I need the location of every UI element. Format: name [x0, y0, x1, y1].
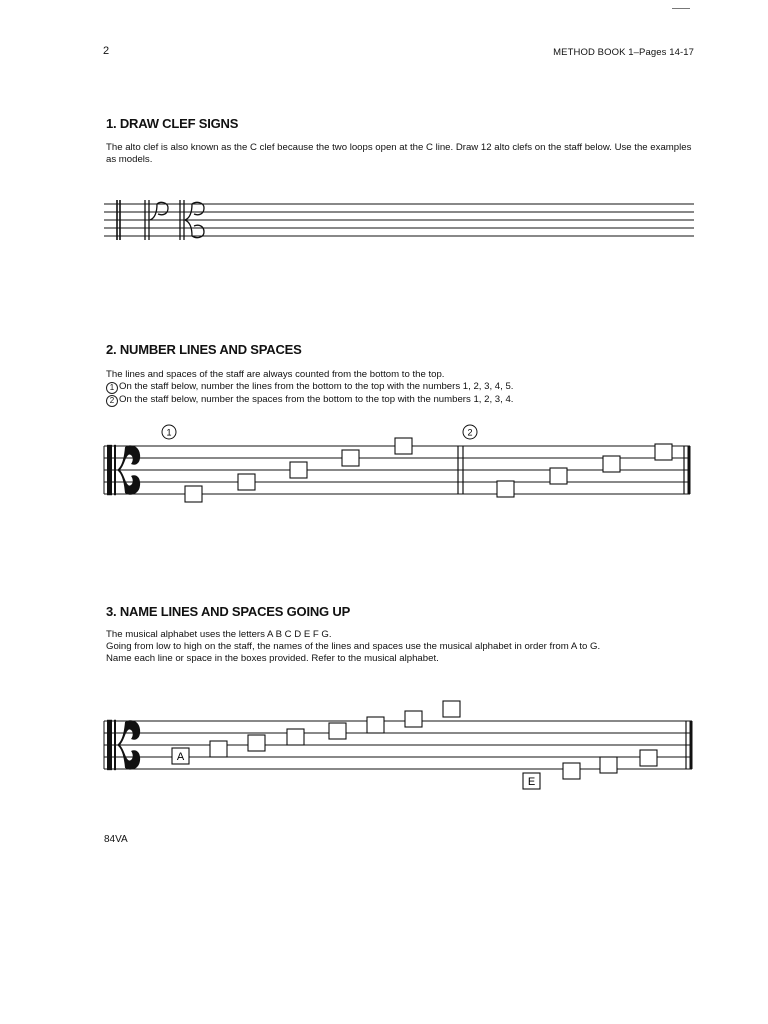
- answer-box[interactable]: [655, 444, 672, 460]
- section-1-title: 1. DRAW CLEF SIGNS: [106, 116, 239, 131]
- answer-box[interactable]: [405, 711, 422, 727]
- footer-code: 84VA: [104, 834, 128, 845]
- answer-box[interactable]: [238, 474, 255, 490]
- staff-marker-2-text: 2: [467, 427, 473, 438]
- answer-box[interactable]: [290, 462, 307, 478]
- section-2-title: 2. NUMBER LINES AND SPACES: [106, 342, 302, 357]
- example-letter-a: A: [176, 751, 185, 763]
- step-1-marker: 1: [106, 382, 118, 394]
- step-2-text: On the staff below, number the spaces from the bottom to the top with the numbers 1, 2, 3, 4.: [119, 394, 514, 405]
- answer-box[interactable]: [603, 456, 620, 472]
- answer-box[interactable]: [367, 717, 384, 733]
- answer-box[interactable]: [342, 450, 359, 466]
- staff-section-1: [104, 200, 694, 240]
- answer-box[interactable]: [248, 735, 265, 751]
- section-3-line-1: The musical alphabet uses the letters A B C D E F G.: [106, 629, 332, 640]
- example-letter-e: E: [527, 776, 536, 788]
- section-1-instructions: The alto clef is also known as the C clef because the two loops open at the C line. Draw 12 alto clefs on the staff below. Use the examples as models.: [106, 142, 692, 165]
- step-1-text: On the staff below, number the lines from the bottom to the top with the numbers 1, 2, 3, 4, 5.: [119, 381, 514, 392]
- staff-1-lines: [104, 204, 694, 236]
- answer-box[interactable]: [210, 741, 227, 757]
- section-2-intro: The lines and spaces of the staff are always counted from the bottom to the top.: [106, 369, 445, 380]
- staff-marker-2: [463, 425, 477, 439]
- running-head: METHOD BOOK 1–Pages 14-17: [553, 47, 694, 58]
- staff-section-3: [104, 701, 692, 789]
- answer-box[interactable]: [395, 438, 412, 454]
- answer-box[interactable]: [443, 701, 460, 717]
- answer-box[interactable]: [640, 750, 657, 766]
- section-3-line-2: Going from low to high on the staff, the names of the lines and spaces use the musical alphabet in order from A to G.: [106, 641, 601, 652]
- section-3-title: 3. NAME LINES AND SPACES GOING UP: [106, 604, 351, 619]
- answer-box[interactable]: [563, 763, 580, 779]
- answer-box[interactable]: [185, 486, 202, 502]
- answer-box[interactable]: [600, 757, 617, 773]
- example-box-e: [523, 773, 540, 789]
- step-2-marker: 2: [106, 395, 118, 407]
- staff-marker-1: [162, 425, 176, 439]
- answer-box[interactable]: [329, 723, 346, 739]
- answer-box[interactable]: [497, 481, 514, 497]
- example-box-a: [172, 748, 189, 764]
- staff-marker-1-text: 1: [166, 427, 172, 438]
- staff-section-2: [104, 425, 690, 502]
- answer-box[interactable]: [287, 729, 304, 745]
- page-number: 2: [103, 45, 110, 57]
- answer-box[interactable]: [550, 468, 567, 484]
- section-3-line-3: Name each line or space in the boxes provided. Refer to the musical alphabet.: [106, 653, 439, 664]
